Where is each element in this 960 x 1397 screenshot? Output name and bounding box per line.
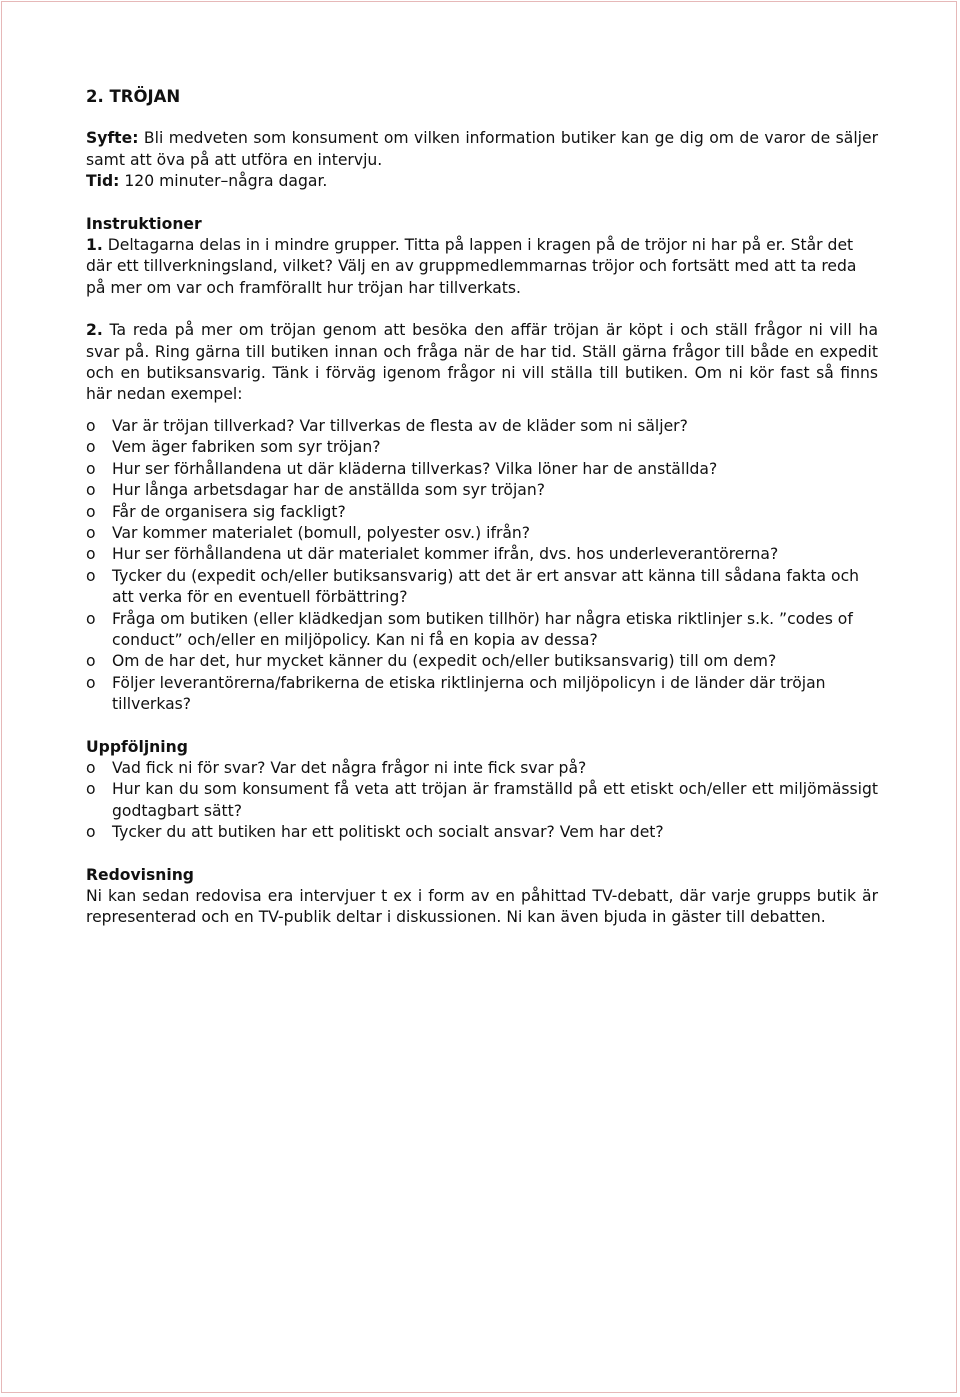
syfte-label: Syfte:: [86, 129, 139, 148]
uppfoljning-heading: Uppföljning: [86, 737, 188, 756]
bullet-marker: o: [86, 609, 96, 628]
step-2-number: 2.: [86, 321, 103, 340]
list-item: [86, 523, 878, 544]
list-item: [86, 416, 878, 437]
bullet-marker: o: [86, 566, 96, 585]
bullet-marker: o: [86, 502, 96, 521]
bullet-marker: o: [86, 416, 96, 435]
list-item-text: Var är tröjan tillverkad? Var tillverkas de flesta av de kläder som ni säljer?: [112, 416, 688, 435]
bullet-marker: o: [86, 758, 96, 777]
list-item-text: Tycker du (expedit och/eller butiksansvarig) att det är ert ansvar att känna till sådana fakta och att verka för en eventuell förbättring?: [112, 566, 860, 607]
list-item-text: Hur kan du som konsument få veta att tröjan är framställd på ett etiskt och/eller ett miljömässigt godtagbart sätt?: [112, 780, 878, 820]
list-item: [86, 502, 878, 523]
list-item: [86, 437, 878, 458]
list-item-text: Hur långa arbetsdagar har de anställda som syr tröjan?: [112, 481, 546, 500]
list-item: [86, 609, 878, 652]
bullet-marker: o: [86, 673, 96, 692]
bullet-marker: o: [86, 459, 96, 478]
list-item: [86, 822, 878, 843]
bullet-marker: o: [86, 780, 96, 799]
list-item: [86, 758, 878, 779]
tid-label: Tid:: [86, 172, 120, 191]
bullet-marker: o: [86, 545, 96, 564]
list-item-text: Var kommer materialet (bomull, polyester osv.) ifrån?: [112, 523, 531, 542]
list-item-text: Hur ser förhållandena ut där materialet kommer ifrån, dvs. hos underleverantörerna?: [112, 545, 779, 564]
redovisning-heading: Redovisning: [86, 865, 194, 884]
bullet-marker: o: [86, 652, 96, 671]
page-title: 2. TRÖJAN: [86, 87, 181, 106]
bullet-marker: o: [86, 823, 96, 842]
list-item: [86, 459, 878, 480]
list-item-text: Vad fick ni för svar? Var det några frågor ni inte fick svar på?: [112, 758, 587, 777]
bullet-marker: o: [86, 481, 96, 500]
step-1-paragraph: [86, 235, 878, 299]
list-item-text: Tycker du att butiken har ett politiskt och socialt ansvar? Vem har det?: [112, 823, 664, 842]
list-item: [86, 779, 878, 822]
instruktioner-heading: Instruktioner: [86, 214, 202, 233]
bullet-marker: o: [86, 438, 96, 457]
list-item-text: Fråga om butiken (eller klädkedjan som butiken tillhör) har några etiska riktlinjer s.k. ”codes of conduct” och/eller en miljöpolicy. Kan ni få en kopia av dessa?: [112, 609, 853, 649]
step-2-text: Ta reda på mer om tröjan genom att besöka den affär tröjan är köpt i och ställ frågor ni vill ha svar på. Ring gärna till butiken innan och fråga när de har tid. Ställ gärna frågor till både en expedit och en butiksansvarig. Tänk i förväg igenom frågor ni vill ställa till butiken. Om ni kör fast så finns här nedan exempel:: [86, 321, 878, 404]
list-item-text: Hur ser förhållandena ut där kläderna tillverkas? Vilka löner har de anställda?: [112, 459, 718, 478]
syfte-paragraph: [86, 128, 878, 171]
list-item: [86, 544, 878, 565]
step-1-number: 1.: [86, 236, 103, 255]
step-1-text: Deltagarna delas in i mindre grupper. Titta på lappen i kragen på de tröjor ni har på er. Står det där ett tillverkningsland, vilket? Välj en av gruppmedlemmarnas tröjor och fortsätt med att ta reda på mer om var och framförallt hur tröjan har tillverkats.: [86, 236, 857, 297]
list-item-text: Vem äger fabriken som syr tröjan?: [112, 438, 381, 457]
document-page: [1, 1, 957, 1393]
list-item-text: Om de har det, hur mycket känner du (expedit och/eller butiksansvarig) till om dem?: [112, 652, 777, 671]
document-content: [86, 86, 878, 929]
list-item-text: Får de organisera sig fackligt?: [112, 502, 346, 521]
list-item: [86, 651, 878, 672]
followup-list: [86, 758, 878, 844]
list-item: [86, 480, 878, 501]
question-list: [86, 416, 878, 716]
redovisning-text: Ni kan sedan redovisa era intervjuer t ex i form av en påhittad TV-debatt, där varje grupps butik är representerad och en TV-publik deltar i diskussionen. Ni kan även bjuda in gäster till debatten.: [86, 887, 878, 927]
tid-paragraph: [86, 171, 878, 192]
step-2-paragraph: [86, 320, 878, 406]
list-item-text: Följer leverantörerna/fabrikerna de etiska riktlinjerna och miljöpolicyn i de länder där tröjan tillverkas?: [112, 673, 826, 714]
bullet-marker: o: [86, 523, 96, 542]
syfte-text: Bli medveten som konsument om vilken information butiker kan ge dig om de varor de säljer samt att öva på att utföra en intervju.: [86, 129, 878, 169]
list-item: [86, 566, 878, 609]
tid-text: 120 minuter–några dagar.: [119, 172, 328, 191]
list-item: [86, 673, 878, 716]
